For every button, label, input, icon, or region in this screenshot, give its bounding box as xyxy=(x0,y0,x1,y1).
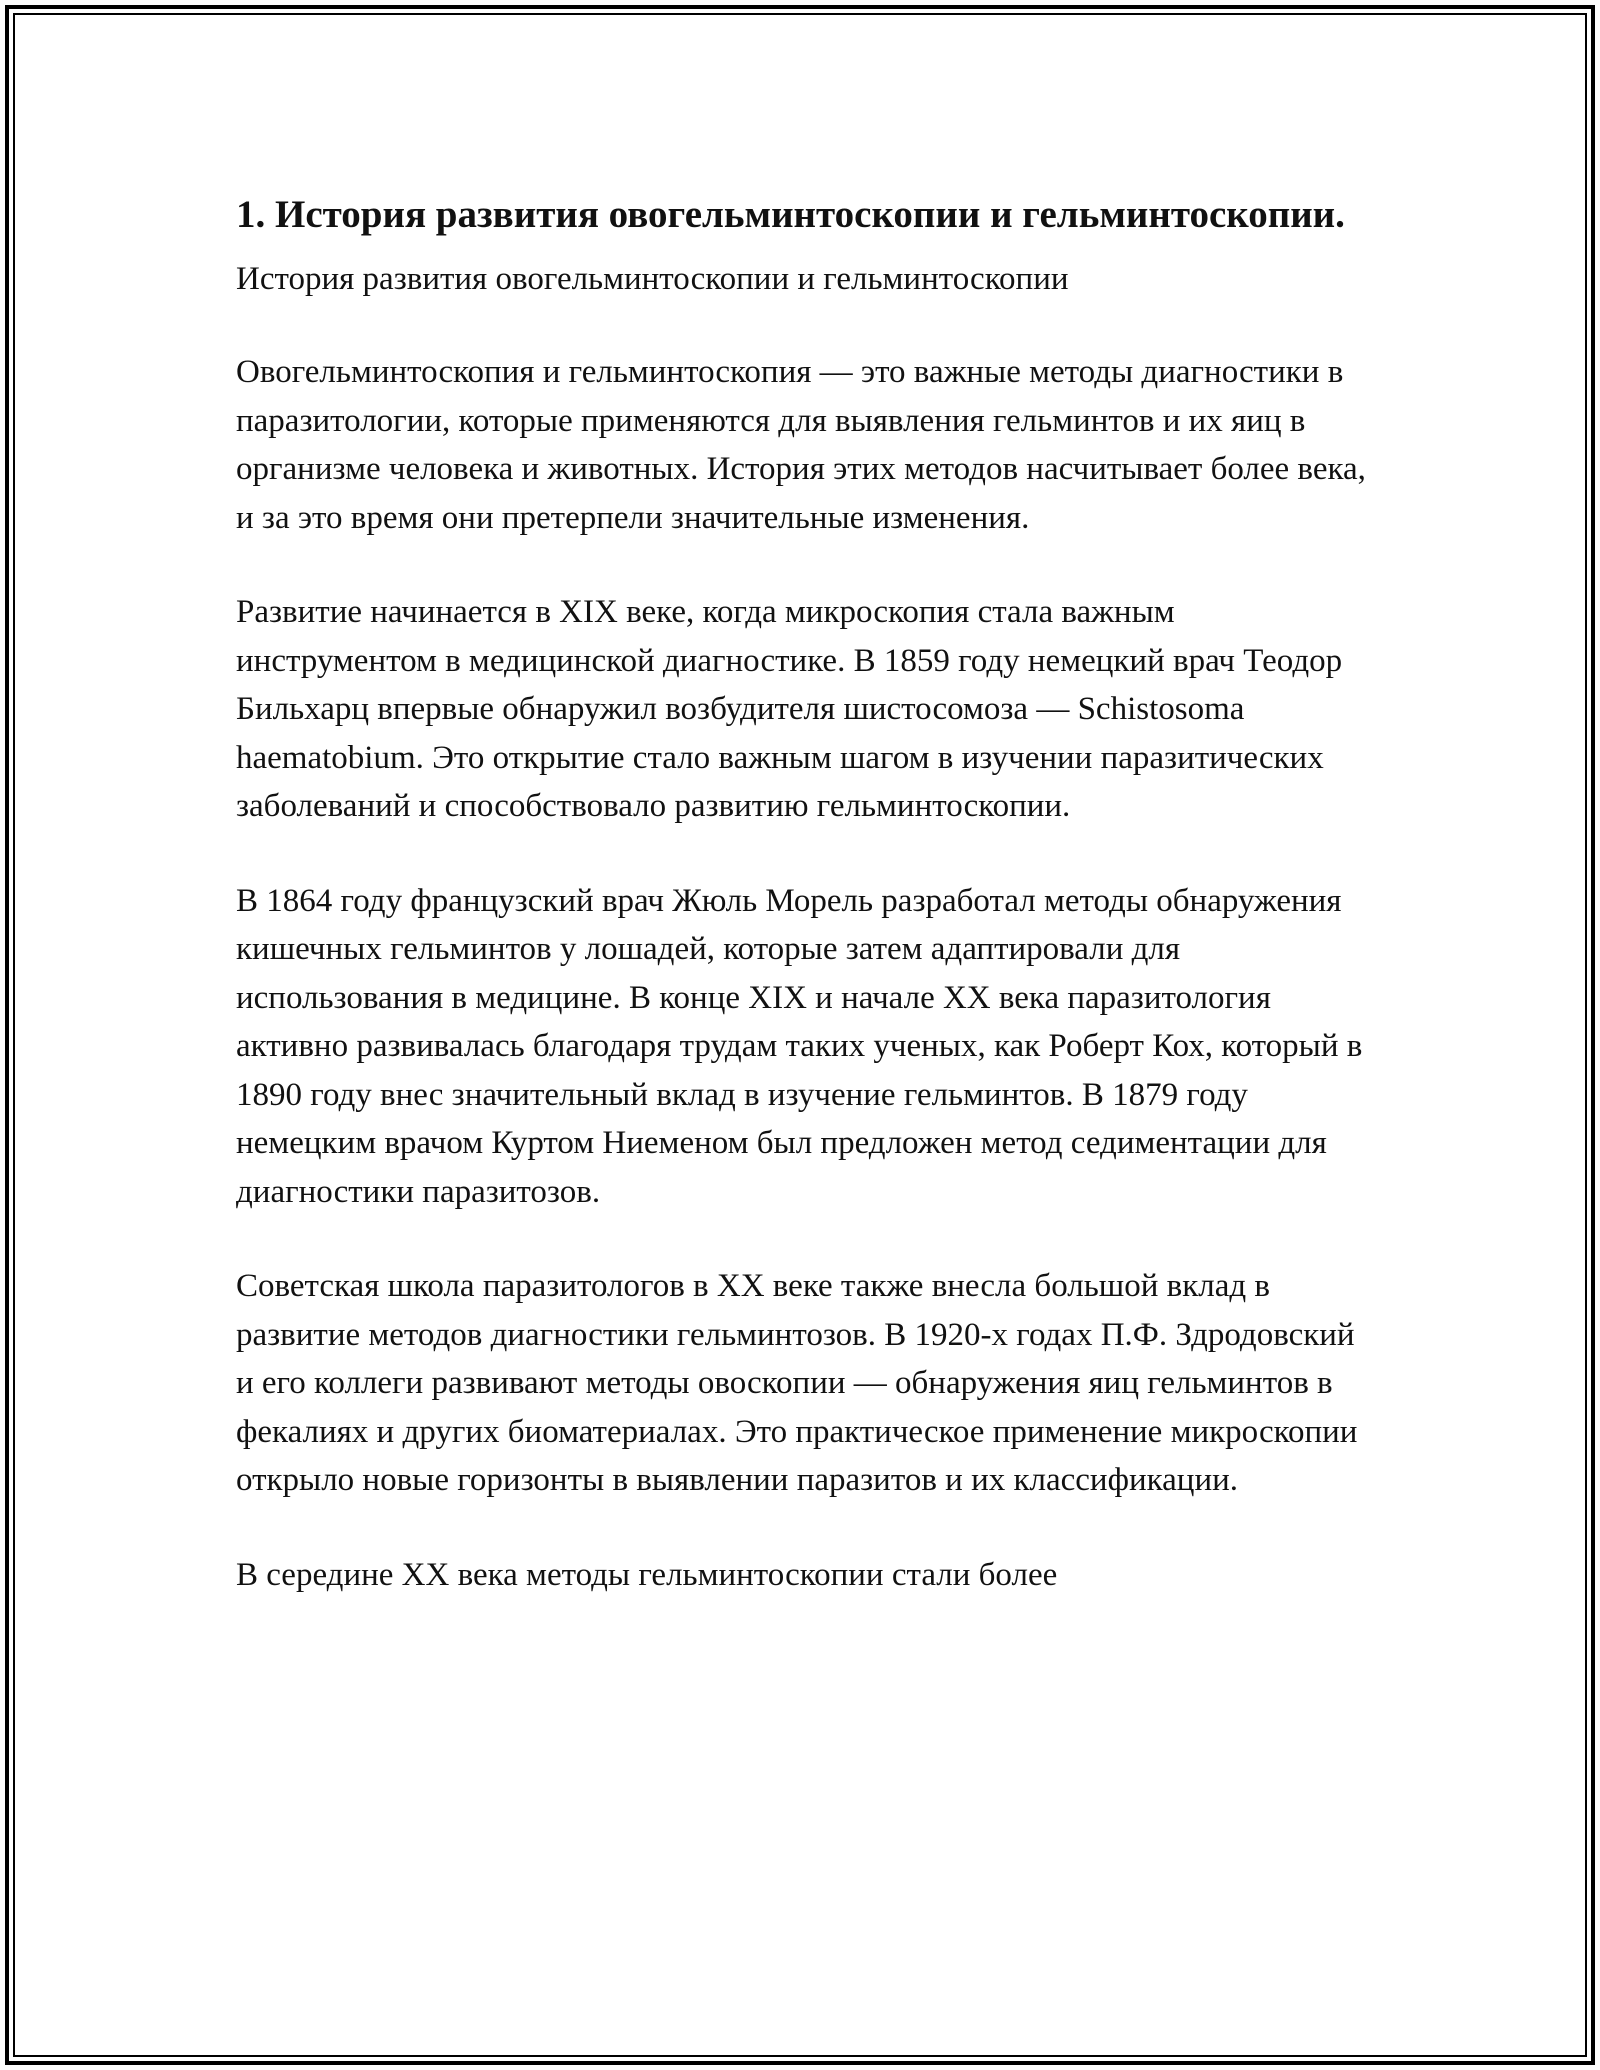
paragraph-mid-xx-century: В середине XX века методы гельминтоскопии стали более xyxy=(236,1556,1058,1593)
paragraph-intro: Овогельминтоскопия и гельминтоскопия — это важные методы диагностики в паразитологии, которые применяются для выявления гельминтов и их яиц в организме человека и животных. История этих методов насчитывает более века, и за это время они претерпели значительные изменения. xyxy=(236,354,1366,536)
section-heading: 1. История развития овогельминтоскопии и гельминтоскопии. xyxy=(236,193,1345,236)
document-body xyxy=(236,186,1376,1599)
section-subtitle: История развития овогельминтоскопии и гельминтоскопии xyxy=(236,261,1069,297)
paragraph-soviet-school: Советская школа паразитологов в XX веке также внесла большой вклад в развитие методов диагностики гельминтозов. В 1920-х годах П.Ф. Здродовский и его коллеги развивают методы овоскопии — обнаружения яиц гельминтов в фекалиях и других биоматериалах. Это практическое применение микроскопии открыло новые горизонты в выявлении паразитов и их классификации. xyxy=(236,1268,1358,1498)
paragraph-xix-century: Развитие начинается в XIX веке, когда микроскопия стала важным инструментом в медицинской диагностике. В 1859 году немецкий врач Теодор Бильхарц впервые обнаружил возбудителя шистосомоза — Schistosoma haematobium. Это открытие стало важным шагом в изучении паразитических заболеваний и способствовало развитию гельминтоскопии. xyxy=(236,594,1343,824)
paragraph-morel: В 1864 году французский врач Жюль Морель разработал методы обнаружения кишечных гельминтов у лошадей, которые затем адаптировали для использования в медицине. В конце XIX и начале XX века паразитология активно развивалась благодаря трудам таких ученых, как Роберт Кох, который в 1890 году внес значительный вклад в изучение гельминтов. В 1879 году немецким врачом Куртом Ниеменом был предложен метод седиментации для диагностики паразитозов. xyxy=(236,882,1363,1210)
